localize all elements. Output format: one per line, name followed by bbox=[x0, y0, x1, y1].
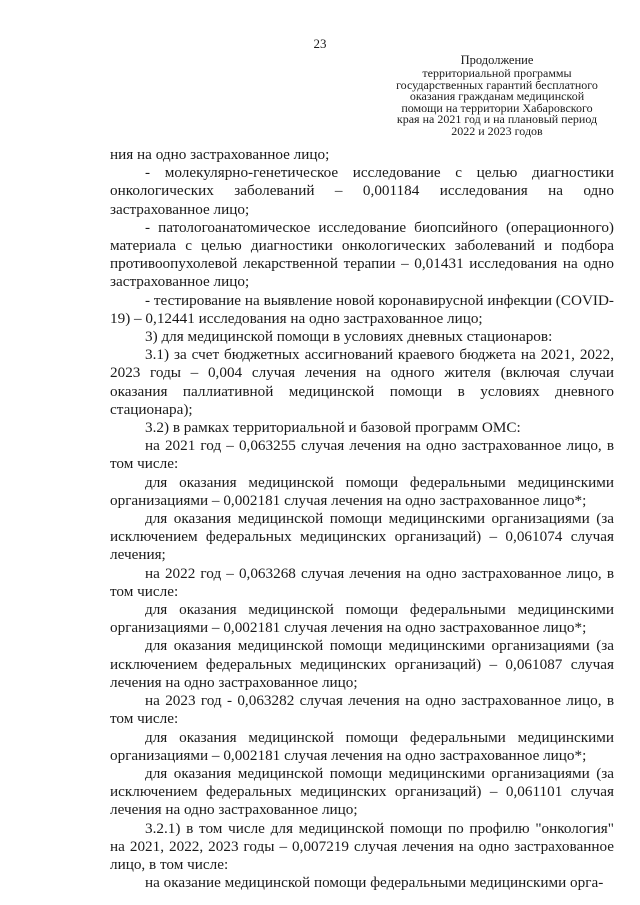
header-line: территориальной программы bbox=[422, 66, 572, 80]
paragraph: для оказания медицинской помощи медицинскими организациями (за исключением федеральных медицинских организаций) – 0,061074 случая лечения; bbox=[110, 510, 614, 564]
paragraph: 3.2.1) в том числе для медицинской помощи по профилю "онкология" на 2021, 2022, 2023 годы – 0,007219 случая лечения на одно застрахованное лицо, в том числе: bbox=[110, 819, 614, 873]
document-header bbox=[388, 68, 606, 138]
paragraph: для оказания медицинской помощи федеральными медицинскими организациями – 0,002181 случая лечения на одно застрахованное лицо*; bbox=[110, 728, 614, 764]
paragraph: на 2022 год – 0,063268 случая лечения на одно застрахованное лицо, в том числе: bbox=[110, 564, 614, 600]
paragraph: для оказания медицинской помощи федеральными медицинскими организациями – 0,002181 случая лечения на одно застрахованное лицо*; bbox=[110, 473, 614, 509]
paragraph: 3.2) в рамках территориальной и базовой программ ОМС: bbox=[145, 419, 521, 437]
paragraph: на оказание медицинской помощи федеральными медицинскими орга- bbox=[145, 874, 604, 892]
paragraph: для оказания медицинской помощи медицинскими организациями (за исключением федеральных медицинских организаций) – 0,061101 случая лечения на одно застрахованное лицо; bbox=[110, 764, 614, 819]
paragraph: - тестирование на выявление новой коронавирусной инфекции (COVID-19) – 0,12441 исследования на одно застрахованное лицо; bbox=[110, 291, 614, 327]
paragraph: - патологоанатомическое исследование биопсийного (операционного) материала с целью диагностики онкологических заболеваний и подбора противоопухолевой лекарственной терапии – 0,01431 исследования на одно застрахованное лицо; bbox=[110, 218, 614, 291]
header-line: оказания гражданам медицинской bbox=[409, 89, 585, 104]
header-line: государственных гарантий бесплатного bbox=[396, 77, 598, 92]
paragraph: для оказания медицинской помощи федеральными медицинскими организациями – 0,002181 случая лечения на одно застрахованное лицо*; bbox=[110, 601, 614, 637]
header-line: 2022 и 2023 годов bbox=[451, 123, 543, 138]
paragraph: для оказания медицинской помощи медицинскими организациями (за исключением федеральных медицинских организаций) – 0,061087 случая лечения на одно застрахованное лицо; bbox=[110, 637, 614, 691]
document-body bbox=[110, 146, 614, 892]
paragraph: ния на одно застрахованное лицо; bbox=[110, 146, 330, 163]
header-line: помощи на территории Хабаровского bbox=[401, 100, 593, 115]
paragraph: 3.1) за счет бюджетных ассигнований краевого бюджета на 2021, 2022, 2023 годы – 0,004 случая лечения на одного жителя (включая случаи оказания паллиативной медицинской помощи в условиях дневного стационара); bbox=[110, 346, 614, 418]
continuation-label: Продолжение bbox=[460, 53, 534, 67]
paragraph: на 2023 год - 0,063282 случая лечения на одно застрахованное лицо, в том числе: bbox=[110, 692, 614, 728]
page-number: 23 bbox=[313, 36, 327, 51]
paragraph: - молекулярно-генетическое исследование с целью диагностики онкологических заболеваний – 0,001184 исследования на одно застрахованное лицо; bbox=[110, 164, 614, 218]
header-line: края на 2021 год и на плановый период bbox=[396, 112, 598, 127]
paragraph: на 2021 год – 0,063255 случая лечения на одно застрахованное лицо, в том числе: bbox=[110, 437, 614, 473]
paragraph: 3) для медицинской помощи в условиях дневных стационаров: bbox=[145, 328, 553, 346]
